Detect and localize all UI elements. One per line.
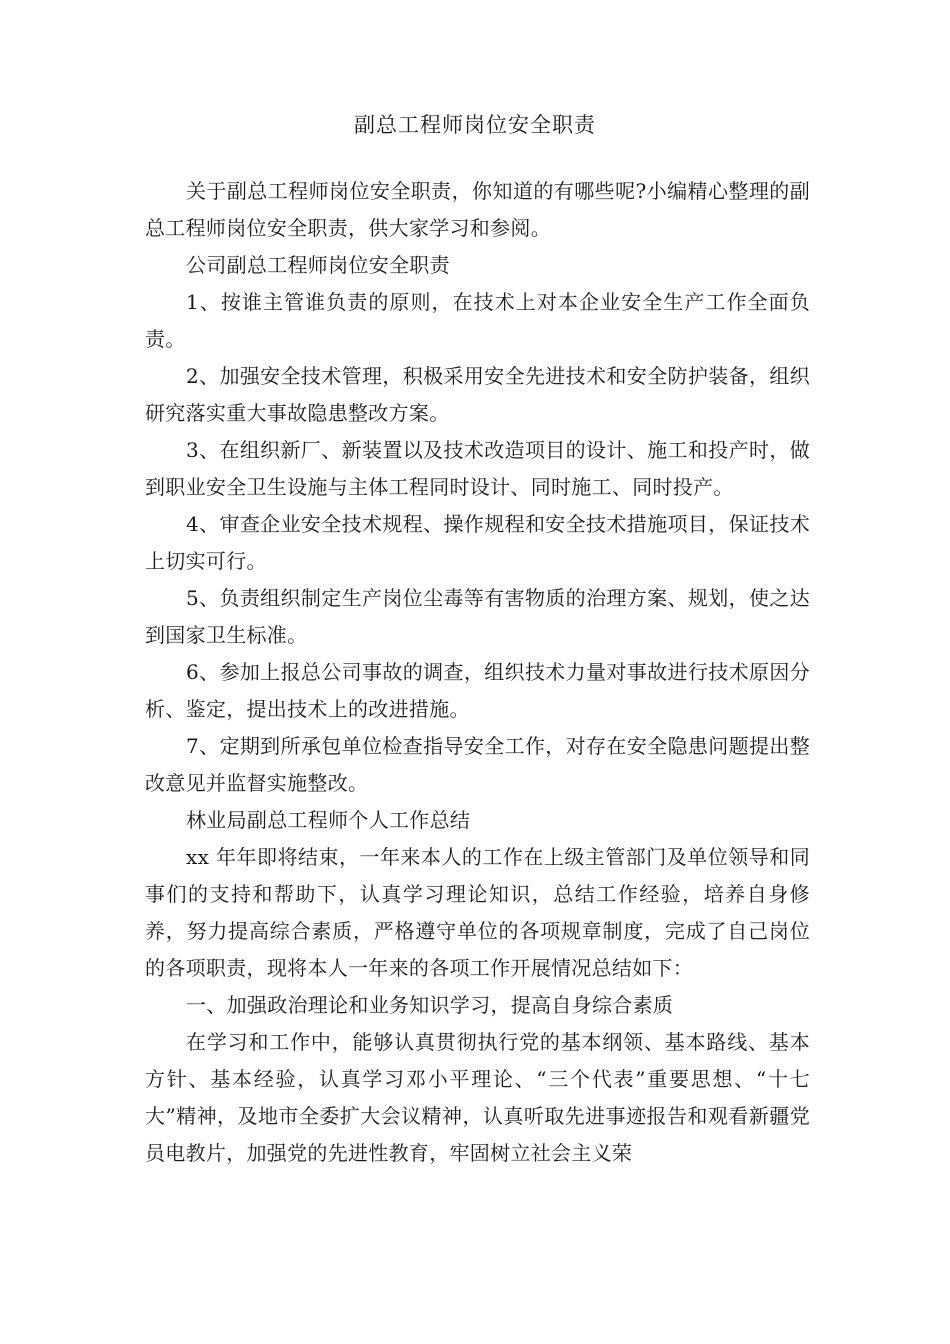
section-heading-company: 公司副总工程师岗位安全职责 (186, 253, 450, 277)
document-body (145, 173, 810, 1172)
duty-item-3: 3、在组织新厂、新装置以及技术改造项目的设计、施工和投产时，做到职业安全卫生设施与主体工程同时设计、同时施工、同时投产。 (145, 438, 810, 499)
duty-item-4: 4、审查企业安全技术规程、操作规程和安全技术措施项目，保证技术上切实可行。 (145, 512, 810, 573)
duty-item-6: 6、参加上报总公司事故的调查，组织技术力量对事故进行技术原因分析、鉴定，提出技术上的改进措施。 (145, 660, 810, 721)
section-heading-summary: 林业局副总工程师个人工作总结 (186, 808, 471, 832)
intro-paragraph: 关于副总工程师岗位安全职责，你知道的有哪些呢?小编精心整理的副总工程师岗位安全职责，供大家学习和参阅。 (145, 179, 810, 240)
duty-item-1: 1、按谁主管谁负责的原则，在技术上对本企业安全生产工作全面负责。 (145, 290, 810, 351)
duty-item-2: 2、加强安全技术管理，积极采用安全先进技术和安全防护装备，组织研究落实重大事故隐患整改方案。 (145, 364, 810, 425)
summary-paragraph-1: 在学习和工作中，能够认真贯彻执行党的基本纲领、基本路线、基本方针、基本经验，认真学习邓小平理论、“三个代表”重要思想、“十七大”精神，及地市全委扩大会议精神，认真听取先进事迹报告和观看新疆党员电教片，加强党的先进性教育，牢固树立社会主义荣 (145, 1030, 810, 1165)
summary-subheading-1: 一、加强政治理论和业务知识学习，提高自身综合素质 (186, 993, 674, 1017)
document-title: 副总工程师岗位安全职责 (354, 113, 596, 137)
duty-item-5: 5、负责组织制定生产岗位尘毒等有害物质的治理方案、规划，使之达到国家卫生标准。 (145, 586, 810, 647)
duty-item-7: 7、定期到所承包单位检查指导安全工作，对存在安全隐患问题提出整改意见并监督实施整改。 (145, 734, 810, 795)
summary-intro-paragraph: xx 年年即将结束，一年来本人的工作在上级主管部门及单位领导和同事们的支持和帮助下，认真学习理论知识，总结工作经验，培养自身修养，努力提高综合素质，严格遵守单位的各项规章制度，完成了自己岗位的各项职责，现将本人一年来的各项工作开展情况总结如下： (145, 845, 810, 980)
